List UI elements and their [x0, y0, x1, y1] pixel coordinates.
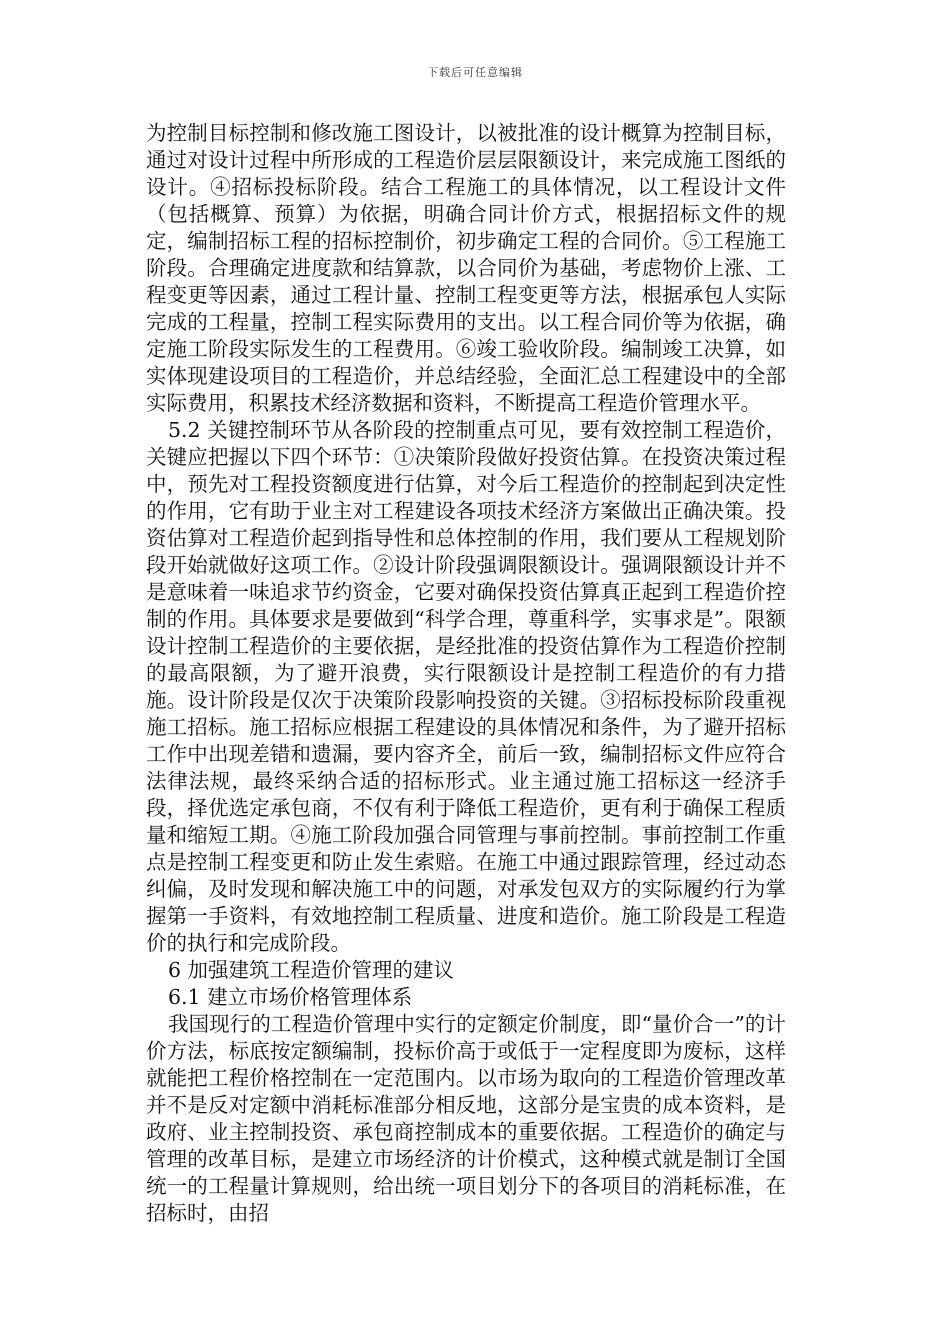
document-body	[146, 120, 786, 1227]
paragraph-stage-control: 为控制目标控制和修改施工图设计，以被批准的设计概算为控制目标，通过对设计过程中所形成的工程造价层层限额设计，来完成施工图纸的设计。④招标投标阶段。结合工程施工的具体情况，以工程设计文件（包括概算、预算）为依据，明确合同计价方式，根据招标文件的规定，编制招标工程的招标控制价，初步确定工程的合同价。⑤工程施工阶段。合理确定进度款和结算款，以合同价为基础，考虑物价上涨、工程变更等因素，通过工程计量、控制工程变更等方法，根据承包人实际完成的工程量，控制工程实际费用的支出。以工程合同价等为依据，确定施工阶段实际发生的工程费用。⑥竣工验收阶段。编制竣工决算，如实体现建设项目的工程造价，并总结经验，全面汇总工程建设中的全部实际费用，积累技术经济数据和资料，不断提高工程造价管理水平。	[146, 121, 786, 415]
section-heading-6-1: 6.1 建立市场价格管理体系	[168, 985, 413, 1009]
section-heading-6: 6 加强建筑工程造价管理的建议	[168, 958, 455, 982]
paragraph-key-control-links: 5.2 关键控制环节从各阶段的控制重点可见，要有效控制工程造价，关键应把握以下四个环节：①决策阶段做好投资估算。在投资决策过程中，预先对工程投资额度进行估算，对今后工程造价的控制起到决定性的作用，它有助于业主对工程建设各项技术经济方案做出正确决策。投资估算对工程造价起到指导性和总体控制的作用，我们要从工程规划阶段开始就做好这项工作。②设计阶段强调限额设计。强调限额设计并不是意味着一味追求节约资金，它要对确保投资估算真正起到工程造价控制的作用。具体要求是要做到“科学合理，尊重科学，实事求是”。限额设计控制工程造价的主要依据，是经批准的投资估算作为工程造价控制的最高限额，为了避开浪费，实行限额设计是控制工程造价的有力措施。设计阶段是仅次于决策阶段影响投资的关键。③招标投标阶段重视施工招标。施工招标应根据工程建设的具体情况和条件，为了避开招标工作中出现差错和遗漏，要内容齐全，前后一致，编制招标文件应符合法律法规，最终采纳合适的招标形式。业主通过施工招标这一经济手段，择优选定承包商，不仅有利于降低工程造价，更有利于确保工程质量和缩短工期。④施工阶段加强合同管理与事前控制。事前控制工作重点是控制工程变更和防止发生索赔。在施工中通过跟踪管理，经过动态纠偏，及时发现和解决施工中的问题，对承发包双方的实际履约行为掌握第一手资料，有效地控制工程质量、进度和造价。施工阶段是工程造价的执行和完成阶段。	[146, 418, 786, 955]
paragraph-market-pricing: 我国现行的工程造价管理中实行的定额定价制度，即“量价合一”的计价方法，标底按定额编制，投标价高于或低于一定程度即为废标，这样就能把工程价格控制在一定范围内。以市场为取向的工程造价管理改革并不是反对定额中消耗标准部分相反地，这部分是宝贵的成本资料，是政府、业主控制投资、承包商控制成本的重要依据。工程造价的确定与管理的改革目标，是建立市场经济的计价模式，这种模式就是制订全国统一的工程量计算规则，给出统一项目划分下的各项目的消耗标准，在招标时，由招	[146, 1012, 786, 1225]
page-header-note: 下载后可任意编辑	[427, 66, 523, 79]
